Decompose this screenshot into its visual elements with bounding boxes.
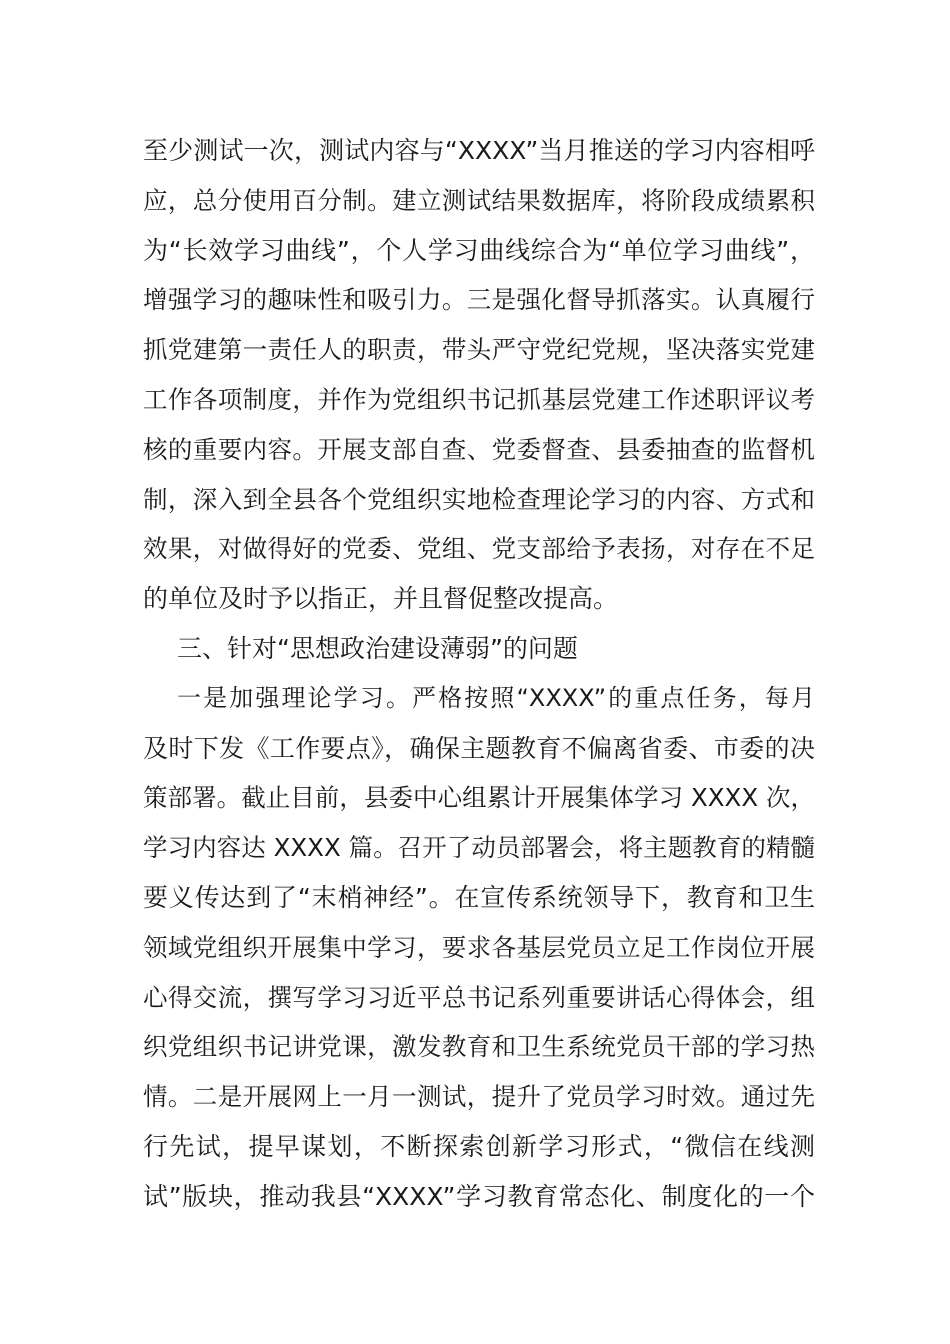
- text-line: 情。二是开展网上一月一测试，提升了党员学习时效。通过先: [143, 1082, 815, 1112]
- text-line: 及时下发《工作要点》，确保主题教育不偏离省委、市委的决: [143, 733, 815, 763]
- text-line: 效果，对做得好的党委、党组、党支部给予表扬，对存在不足: [143, 534, 815, 564]
- text-line: 织党组织书记讲党课，激发教育和卫生系统党员干部的学习热: [143, 1032, 815, 1062]
- text-line: 的单位及时予以指正，并且督促整改提高。: [143, 584, 619, 614]
- text-line: 心得交流，撰写学习习近平总书记系列重要讲话心得体会，组: [143, 982, 815, 1012]
- text-line: 策部署。截止目前，县委中心组累计开展集体学习 XXXX 次，: [143, 783, 815, 813]
- text-line: 学习内容达 XXXX 篇。召开了动员部署会，将主题教育的精髓: [143, 833, 815, 863]
- text-line: 制，深入到全县各个党组织实地检查理论学习的内容、方式和: [143, 484, 815, 514]
- text-line: 增强学习的趣味性和吸引力。三是强化督导抓落实。认真履行: [143, 285, 815, 315]
- text-line: 领域党组织开展集中学习，要求各基层党员立足工作岗位开展: [143, 932, 815, 962]
- text-line: 为“长效学习曲线”，个人学习曲线综合为“单位学习曲线”，: [143, 235, 815, 265]
- text-line: 至少测试一次，测试内容与“XXXX”当月推送的学习内容相呼: [143, 136, 815, 165]
- text-line: 应，总分使用百分制。建立测试结果数据库，将阶段成绩累积: [143, 185, 815, 215]
- section-heading: 三、针对“思想政治建设薄弱”的问题: [177, 633, 578, 663]
- text-line: 一是加强理论学习。严格按照“XXXX”的重点任务，每月: [177, 683, 815, 712]
- body-text: [143, 126, 815, 1222]
- text-line: 工作各项制度，并作为党组织书记抓基层党建工作述职评议考: [143, 384, 815, 414]
- text-line: 抓党建第一责任人的职责，带头严守党纪党规，坚决落实党建: [143, 335, 815, 365]
- text-line: 要义传达到了“末梢神经”。在宣传系统领导下，教育和卫生: [143, 882, 815, 912]
- text-line: 核的重要内容。开展支部自查、党委督查、县委抽查的监督机: [143, 434, 815, 464]
- text-line: 行先试，提早谋划，不断探索创新学习形式，“微信在线测: [143, 1131, 815, 1161]
- text-line: 试”版块，推动我县“XXXX”学习教育常态化、制度化的一个: [143, 1181, 815, 1211]
